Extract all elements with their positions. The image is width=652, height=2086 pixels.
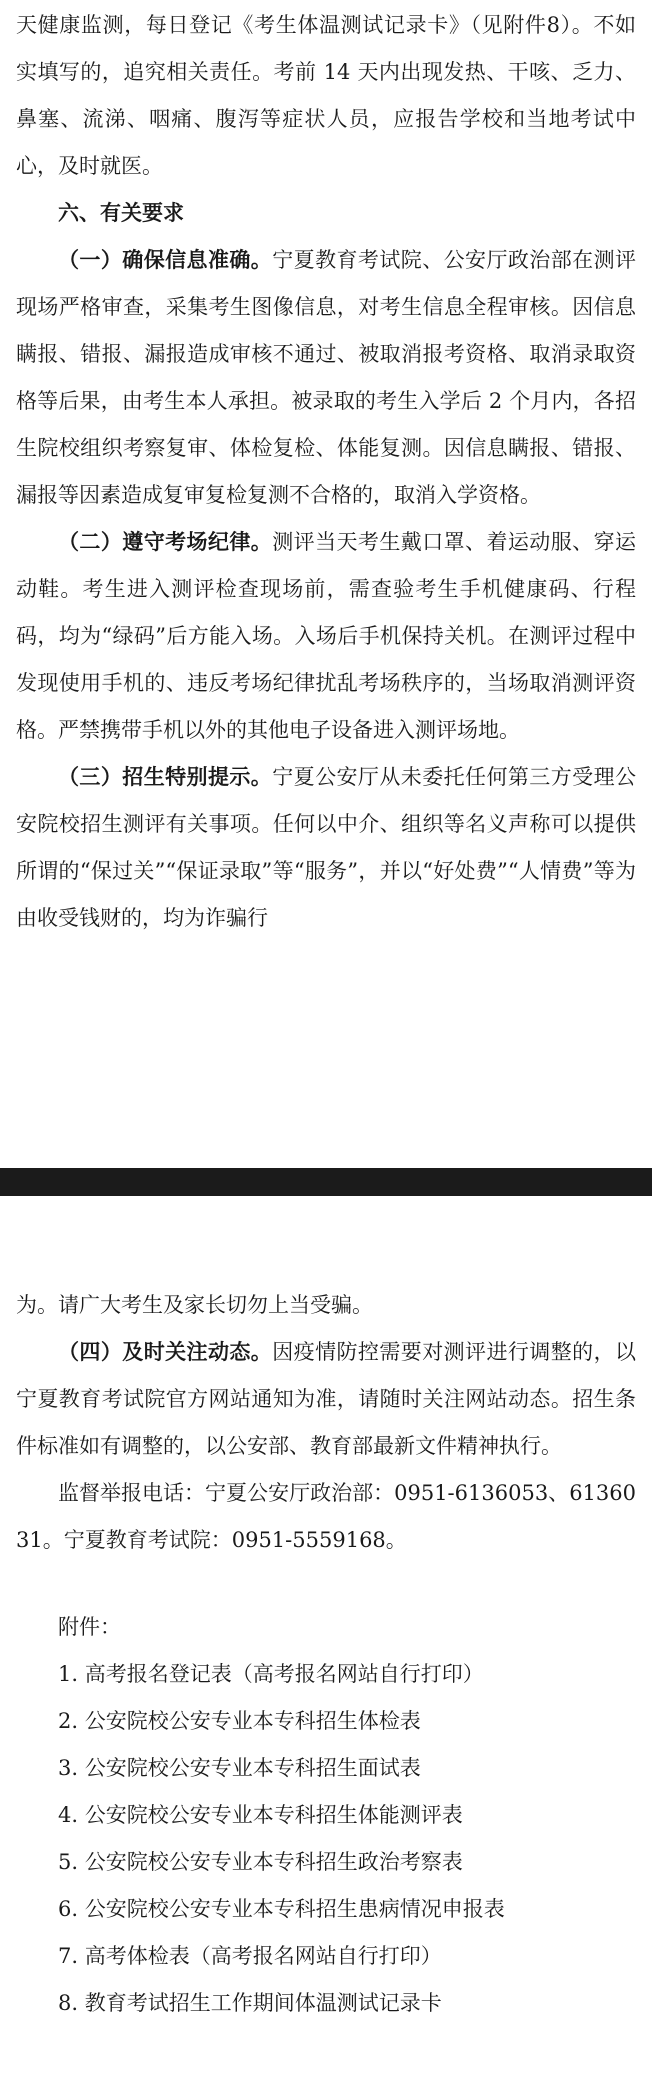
continued-paragraph: 为。请广大考生及家长切勿上当受骗。 bbox=[16, 1293, 373, 1317]
requirement-4-lead: （四）及时关注动态。 bbox=[58, 1340, 273, 1364]
page-2-content bbox=[16, 1282, 636, 2027]
requirement-3-lead: （三）招生特别提示。 bbox=[58, 765, 273, 789]
attachment-item: 4. 公安院校公安专业本专科招生体能测评表 bbox=[58, 1803, 463, 1827]
attachments-title: 附件： bbox=[58, 1615, 121, 1639]
attachment-item: 6. 公安院校公安专业本专科招生患病情况申报表 bbox=[58, 1897, 505, 1921]
attachments-list bbox=[16, 1651, 636, 2027]
attachment-item: 3. 公安院校公安专业本专科招生面试表 bbox=[58, 1756, 421, 1780]
attachment-item: 2. 公安院校公安专业本专科招生体检表 bbox=[58, 1709, 421, 1733]
requirement-1-text: 宁夏教育考试院、公安厅政治部在测评现场严格审查，采集考生图像信息，对考生信息全程审核。因信息瞒报、错报、漏报造成审核不通过、被取消报考资格、取消录取资格等后果，由考生本人承担。被录取的考生入学后 2 个月内，各招生院校组织考察复审、体检复检、体能复测。因信息瞒报、错报、漏报等因素造成复审复检复测不合格的，取消入学资格。 bbox=[16, 248, 637, 507]
attachment-item: 8. 教育考试招生工作期间体温测试记录卡 bbox=[58, 1991, 442, 2015]
requirement-2-lead: （二）遵守考场纪律。 bbox=[58, 530, 273, 554]
requirement-paragraph-3 bbox=[16, 754, 636, 942]
document-page-2 bbox=[0, 1196, 652, 2086]
requirement-paragraph-2 bbox=[16, 519, 636, 754]
spacer bbox=[16, 1564, 636, 1604]
attachment-item: 5. 公安院校公安专业本专科招生政治考察表 bbox=[58, 1850, 463, 1874]
attachment-item: 1. 高考报名登记表（高考报名网站自行打印） bbox=[58, 1662, 484, 1686]
intro-paragraph: 天健康监测，每日登记《考生体温测试记录卡》（见附件8）。不如实填写的，追究相关责任。考前 14 天内出现发热、干咳、乏力、鼻塞、流涕、咽痛、腹泻等症状人员，应报告学校和当地考试中心，及时就医。 bbox=[16, 13, 636, 178]
requirement-paragraph-1 bbox=[16, 237, 636, 519]
requirement-3-text: 宁夏公安厅从未委托任何第三方受理公安院校招生测评有关事项。任何以中介、组织等名义声称可以提供所谓的“保过关”“保证录取”等“服务”，并以“好处费”“人情费”等为由收受钱财的，均为诈骗行 bbox=[16, 765, 637, 930]
requirement-4-text: 因疫情防控需要对测评进行调整的，以宁夏教育考试院官方网站通知为准，请随时关注网站动态。招生条件标准如有调整的，以公安部、教育部最新文件精神执行。 bbox=[16, 1340, 637, 1458]
requirement-1-lead: （一）确保信息准确。 bbox=[58, 248, 273, 272]
section-heading: 六、有关要求 bbox=[58, 201, 184, 225]
requirement-paragraph-4 bbox=[16, 1329, 636, 1470]
hotline-paragraph: 监督举报电话：宁夏公安厅政治部：0951-6136053、6136031。宁夏教育考试院：0951-5559168。 bbox=[16, 1481, 636, 1552]
page-break-divider bbox=[0, 1168, 652, 1196]
requirement-2-text: 测评当天考生戴口罩、着运动服、穿运动鞋。考生进入测评检查现场前，需查验考生手机健康码、行程码，均为“绿码”后方能入场。入场后手机保持关机。在测评过程中发现使用手机的、违反考场纪律扰乱考场秩序的，当场取消测评资格。严禁携带手机以外的其他电子设备进入测评场地。 bbox=[16, 530, 637, 742]
page-1-content bbox=[16, 2, 636, 942]
attachment-item: 7. 高考体检表（高考报名网站自行打印） bbox=[58, 1944, 442, 1968]
